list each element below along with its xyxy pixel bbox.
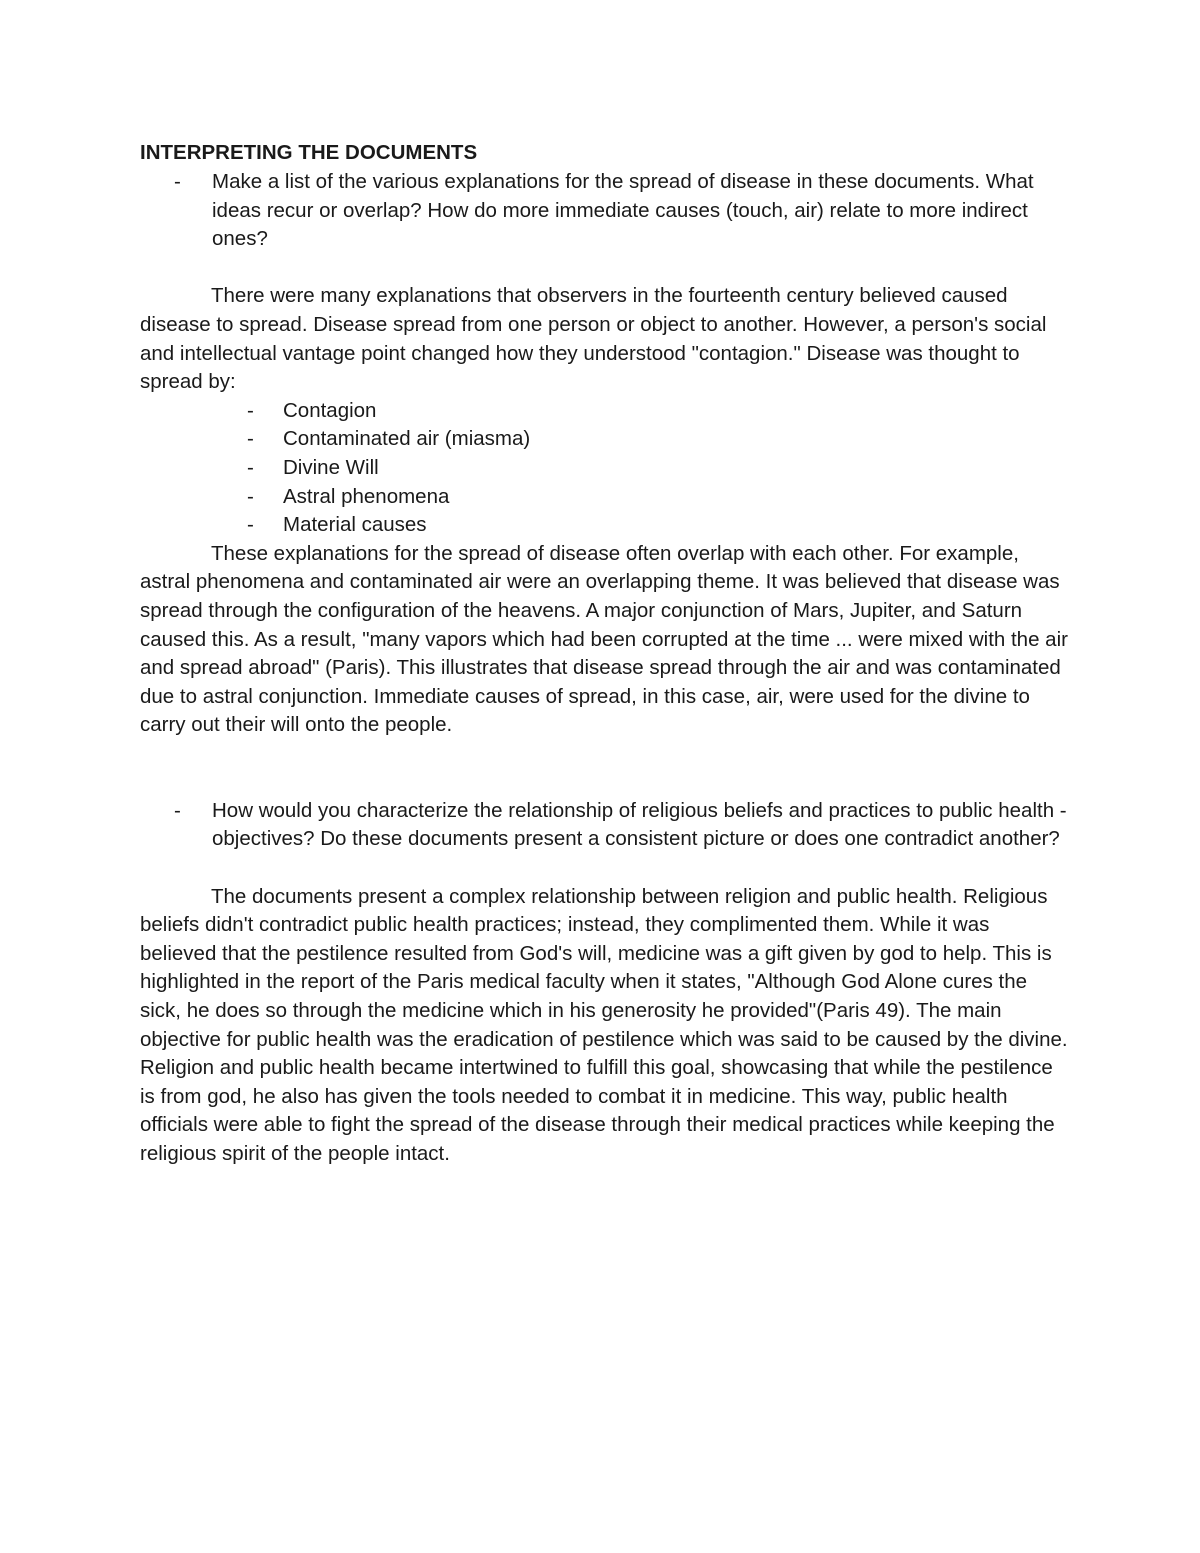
answer-1-intro: There were many explanations that observers in the fourteenth century believed caused disease to spread. Disease spread from one person or object to another. However, a person's social and intellectual vantage point changed how they understood "contagion." Disease was thought to spread by: xyxy=(140,284,1047,394)
question-1-dash: - xyxy=(174,170,181,193)
question-2 xyxy=(140,797,1070,854)
list-dash: - xyxy=(247,513,254,537)
spacer xyxy=(140,740,1070,797)
list-item xyxy=(140,425,1070,454)
answer-2: The documents present a complex relationship between religion and public health. Religious beliefs didn't contradict public health practices; instead, they complimented them. While it was believed that the pestilence resulted from God's will, medicine was a gift given by god to help. This is highlighted in the report of the Paris medical faculty when it states, "Although God Alone cures the sick, he does so through the medicine which in his generosity he provided"(Paris 49). The main objective for public health was the eradication of pestilence which was said to be caused by the divine. Religion and public health became intertwined to fulfill this goal, showcasing that while the pestilence is from god, he also has given the tools needed to combat it in medicine. This way, public health officials were able to fight the spread of the disease through their medical practices while keeping the religious spirit of the people intact. xyxy=(140,884,1068,1165)
list-item xyxy=(140,454,1070,483)
question-1 xyxy=(140,168,1070,254)
question-2-dash: - xyxy=(174,798,181,822)
list-item xyxy=(140,397,1070,426)
list-item-text: Contagion xyxy=(283,398,377,422)
question-1-text: Make a list of the various explanations for the spread of disease in these documents. What ideas recur or overlap? How do more immediate causes (touch, air) relate to more indirect ones? xyxy=(212,170,1034,251)
section-heading: INTERPRETING THE DOCUMENTS xyxy=(140,141,478,164)
list-item-text: Divine Will xyxy=(283,455,379,479)
document-page xyxy=(140,138,1070,1169)
list-dash: - xyxy=(247,484,254,508)
spacer xyxy=(140,254,1070,283)
spacer xyxy=(140,854,1070,883)
list-item xyxy=(140,483,1070,512)
causes-list xyxy=(140,397,1070,540)
list-dash: - xyxy=(247,398,254,422)
list-item-text: Contaminated air (miasma) xyxy=(283,427,531,451)
list-dash: - xyxy=(247,427,254,451)
list-item-text: Astral phenomena xyxy=(283,484,450,508)
list-item xyxy=(140,511,1070,540)
question-2-text: How would you characterize the relationship of religious beliefs and practices to public health - objectives? Do these documents present a consistent picture or does one contradict another? xyxy=(212,798,1067,851)
answer-1-body: These explanations for the spread of disease often overlap with each other. For example, astral phenomena and contaminated air were an overlapping theme. It was believed that disease was spread through the configuration of the heavens. A major conjunction of Mars, Jupiter, and Saturn caused this. As a result, "many vapors which had been corrupted at the time ... were mixed with the air and spread abroad" (Paris). This illustrates that disease spread through the air and was contaminated due to astral conjunction. Immediate causes of spread, in this case, air, were used for the divine to carry out their will onto the people. xyxy=(140,541,1068,737)
list-dash: - xyxy=(247,455,254,479)
list-item-text: Material causes xyxy=(283,513,427,537)
